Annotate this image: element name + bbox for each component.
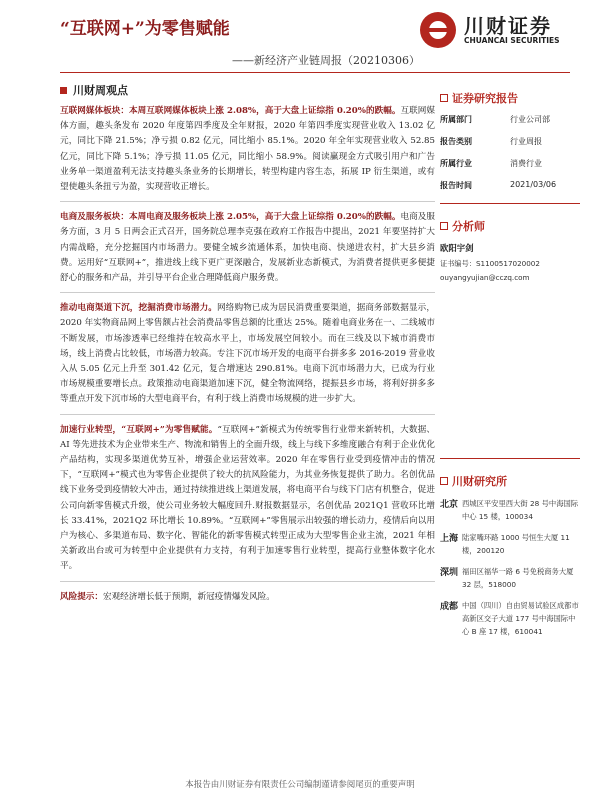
paragraph-body: “互联网+”新模式为传统零售行业带来新转机，大数据、AI 等先进技术为企业带来生产、物流和销售上的全面升级，线上与线下多维度融合有利于企业优化产品结构，实现多渠道优势互补，增强企业运营效率。2020 年在零售行业受到疫情冲击的情况下，“互联网+”模式也为零售企业提供了较大的抗风险能力，为其业务恢复提供了助力。名创优品线下业务受到疫情较大冲击，通过持续推进线上渠道发展，将电商平台与线下门店有机整合，促进公司向新零售模式升级，使公司业务较大幅度回升.财报数据显示，名创优品 2021Q1 营收环比增长 33.41%，2021Q2 环比增长 10.89%。“互联网+”零售展示出较强的增长动力，疫情后向以用户为核心、多渠道布局、数字化、智能化的新零售模式转型正成为大型零售企业主流，2021 年相关新政出台或可为转型中企业提供有力支持，有利于加速零售行业转型，提高行业整体数字化水平。 (60, 424, 435, 572)
logo-mark-icon (420, 12, 456, 48)
logo-text-cn: 川财证券 (464, 14, 552, 38)
paragraph-lead: 互联网媒体板块：本周互联网媒体板块上涨 2.08%，高于大盘上证综指 0.20%的跌幅。 (60, 106, 401, 116)
sidebar (440, 90, 580, 646)
analyst-icon (440, 222, 448, 230)
analyst-heading (440, 218, 580, 234)
office-title: 川财研究所 (452, 475, 507, 488)
divider (60, 201, 435, 202)
paragraph-body: 电商及服务方面，3 月 5 日两会正式召开，国务院总理李克强在政府工作报告中提出，2021 年要坚持扩大内需战略，充分挖掘国内市场潜力。要健全城乡流通体系，加快电商、快递进农村，扩大县乡消费。运用好“互联网+”，推进线上线下更广更深融合，发展新业态新模式，为消费者提供更多便捷舒心的服务和产品，并引导平台企业合理降低商户服务费。 (60, 212, 435, 284)
paragraph-lead: 电商及服务板块：本周电商及服务板块上涨 2.05%，高于大盘上证综指 0.20%的跌幅。 (60, 212, 401, 223)
divider (60, 414, 435, 415)
section-heading (60, 82, 435, 98)
analyst-title: 分析师 (452, 220, 485, 233)
section-title: 川财周观点 (73, 84, 128, 97)
logo-text-en: CHUANCAI SECURITIES (464, 36, 560, 45)
sidebar-divider (440, 203, 580, 204)
office-heading (440, 473, 580, 489)
header-divider (60, 72, 570, 73)
paragraph-internet-media (60, 104, 435, 195)
report-info-heading (440, 90, 580, 106)
office-beijing (440, 497, 580, 523)
divider (60, 292, 435, 293)
info-key: 所属部门 (440, 115, 472, 124)
analyst-certificate: 证书编号：S1100517020002 (440, 259, 540, 268)
paragraph-channel-sinking (60, 301, 435, 407)
sidebar-divider (440, 458, 580, 459)
paragraph-body: 互联网媒体方面，趣头条发布 2020 年度第四季度及全年财报，2020 年第四季度实现营业收入 13.02 亿元，同比下降 21.5%；净亏损 0.82 亿元，同比缩小 85.1%。2020 年全年实现营业收入 52.85 亿元，同比下降 5.1%；净亏损 11.05 亿元，同比缩小 58.9%。阅读赢现金方式吸引用户和广告业务单一渠道盈利无法支持趣头条业务的长期增长，转型构建内容生态，拓展 IP 衍生渠道，或有望使趣头条扭亏为盈，实现营收正增长。 (60, 106, 435, 193)
office-chengdu (440, 599, 580, 638)
divider (60, 581, 435, 582)
square-bullet-icon (60, 87, 67, 94)
risk-text: 宏观经济增长低于预期，新冠疫情爆发风险。 (102, 591, 275, 602)
paragraph-body: 网络购物已成为居民消费重要渠道，据商务部数据显示，2020 年实物商品网上零售额占社会消费品零售总额的比重达 25%。随着电商业务在一、二线城市不断发展，市场渗透率已经维持在较高水平上，市场发展空间较小。而在三线及以下城市消费市场，线上消费占比较低，市场潜力较高。专注下沉市场开发的电商平台拼多多 2016-2019 营业收入从 5.05 亿元上升至 301.42 亿元，复合增速达 290.81%。电商下沉市场潜力大，已成为行业市场规模重要增长点。政策推动电商渠道加速下沉，健全物流网络，提振县乡市场，将利好拼多多等重点开发下沉市场的大型电商平台，有利于线上消费市场规模的进一步扩大。 (60, 303, 435, 405)
page-footer: 本报告由川财证券有限责任公司编制谨请参阅尾页的重要声明 (185, 780, 415, 790)
info-value: 2021/03/06 (510, 180, 557, 189)
info-row-industry (440, 158, 580, 169)
info-row-department (440, 114, 580, 125)
office-shenzhen (440, 565, 580, 591)
office-address: 西城区平安里西大街 28 号中海国际中心 15 楼，100034 (462, 499, 579, 521)
info-key: 所属行业 (440, 159, 472, 168)
report-info-title: 证券研究报告 (452, 92, 518, 105)
report-icon (440, 94, 448, 102)
risk-label: 风险提示： (60, 591, 103, 602)
company-logo (420, 10, 570, 50)
office-address: 福田区福华一路 6 号免税商务大厦 32 层，518000 (462, 567, 574, 589)
office-city: 北京 (440, 500, 459, 510)
office-shanghai (440, 531, 580, 557)
info-key: 报告类别 (440, 137, 472, 146)
main-content (60, 82, 435, 605)
office-city: 成都 (440, 602, 459, 612)
report-subtitle: ——新经济产业链周报（20210306） (232, 54, 420, 67)
info-row-category (440, 136, 580, 147)
paragraph-lead: 推动电商渠道下沉，挖掘消费市场潜力。 (60, 303, 218, 314)
analyst-email[interactable]: ouyangyujian@cczq.com (440, 273, 530, 282)
paragraph-ecommerce (60, 210, 435, 286)
info-value: 行业周报 (510, 137, 542, 146)
info-value: 消费行业 (510, 159, 542, 168)
paragraph-lead: 加速行业转型，“互联网+”为零售赋能。 (60, 424, 218, 435)
office-city: 深圳 (440, 568, 459, 578)
analyst-name: 欧阳宇剑 (440, 243, 474, 253)
office-icon (440, 477, 448, 485)
office-address: 陆家嘴环路 1000 号恒生大厦 11 楼，200120 (462, 533, 570, 555)
spacer (440, 286, 580, 446)
risk-warning (60, 590, 435, 605)
report-title: “互联网+”为零售赋能 (60, 19, 230, 39)
office-address: 中国（四川）自由贸易试验区成都市高新区交子大道 177 号中海国际中心 B 座 17 楼，610041 (462, 601, 579, 636)
office-city: 上海 (440, 534, 459, 544)
paragraph-industry-transformation (60, 423, 435, 575)
info-row-date (440, 180, 580, 191)
info-value: 行业公司部 (510, 115, 550, 124)
info-key: 报告时间 (440, 181, 472, 190)
